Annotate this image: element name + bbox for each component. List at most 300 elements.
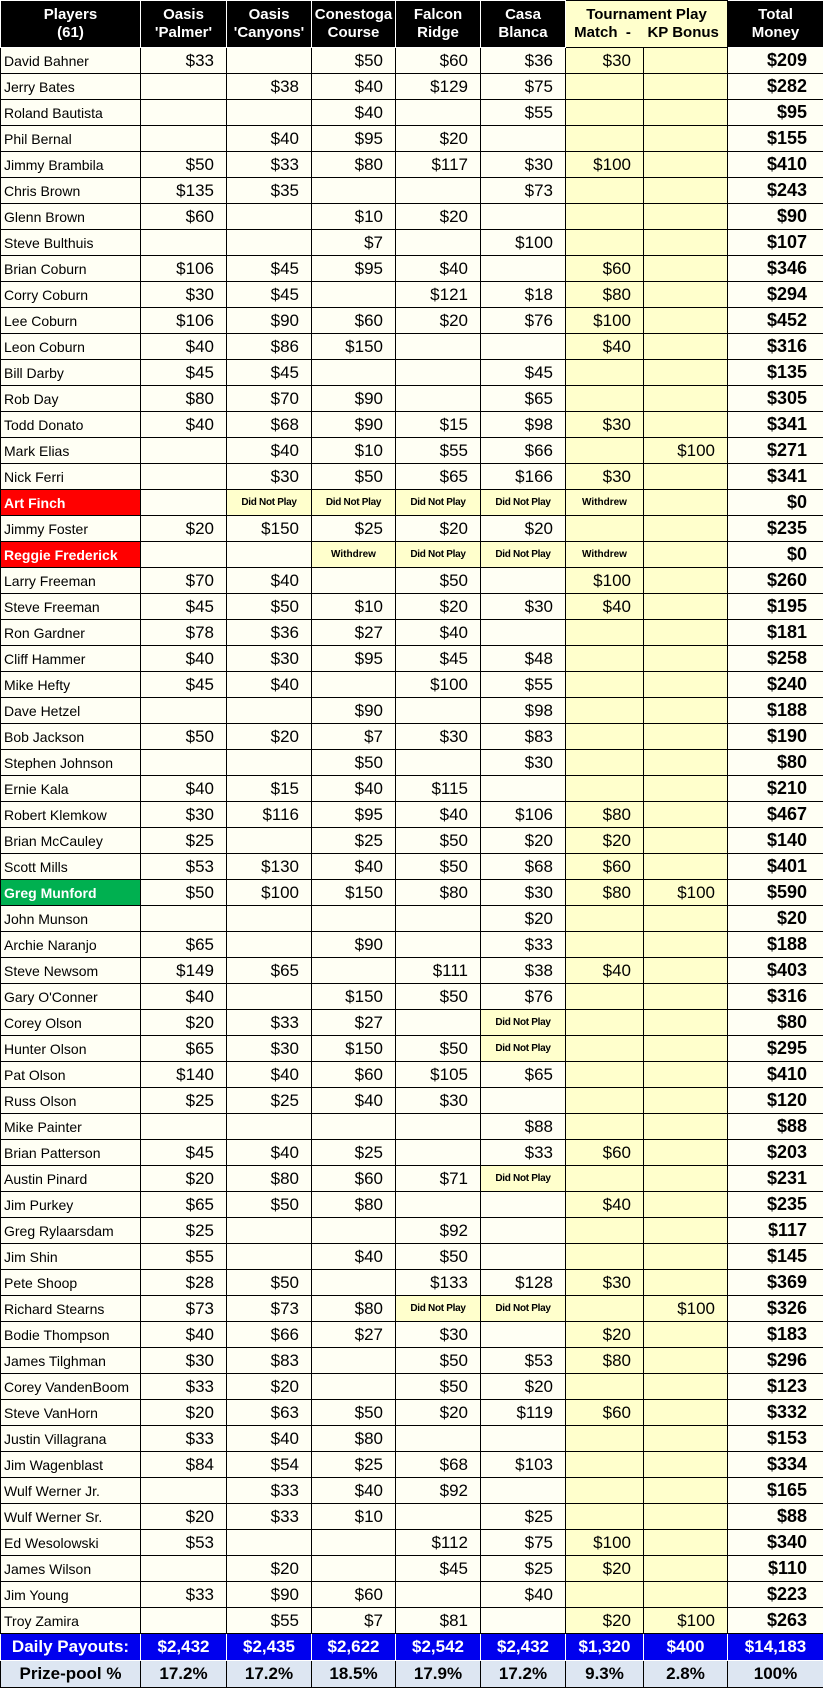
header-row: [1, 1, 823, 48]
amount-cell: [396, 1582, 481, 1608]
amount-cell: $27: [312, 620, 396, 646]
player-name: Pat Olson: [1, 1062, 141, 1088]
footer-cell: 17.2%: [481, 1661, 566, 1688]
amount-cell: [141, 906, 227, 932]
total-cell: $181: [728, 620, 823, 646]
amount-cell: [566, 230, 644, 256]
amount-cell: $40: [481, 1582, 566, 1608]
amount-cell: $100: [644, 1296, 728, 1322]
table-row: [1, 1374, 823, 1400]
amount-cell: [481, 256, 566, 282]
amount-cell: [644, 672, 728, 698]
player-name: Wulf Werner Sr.: [1, 1504, 141, 1530]
player-name: Ernie Kala: [1, 776, 141, 802]
amount-cell: [644, 360, 728, 386]
footer-cell: $2,435: [227, 1634, 312, 1661]
total-cell: $0: [728, 542, 823, 568]
player-rows: [1, 48, 823, 1634]
amount-cell: $50: [396, 568, 481, 594]
total-cell: $0: [728, 490, 823, 516]
amount-cell: [141, 542, 227, 568]
header-falcon-ridge: Falcon Ridge: [396, 1, 481, 48]
amount-cell: $70: [227, 386, 312, 412]
amount-cell: [396, 1140, 481, 1166]
total-cell: $296: [728, 1348, 823, 1374]
player-name: Ed Wesolowski: [1, 1530, 141, 1556]
amount-cell: [481, 126, 566, 152]
amount-cell: $129: [396, 74, 481, 100]
total-cell: $188: [728, 698, 823, 724]
amount-cell: Did Not Play: [396, 542, 481, 568]
amount-cell: $10: [312, 1504, 396, 1530]
amount-cell: $20: [227, 1556, 312, 1582]
player-name: Jerry Bates: [1, 74, 141, 100]
player-name: Bodie Thompson: [1, 1322, 141, 1348]
player-name: David Bahner: [1, 48, 141, 74]
amount-cell: $20: [481, 516, 566, 542]
amount-cell: $80: [566, 1348, 644, 1374]
amount-cell: $55: [227, 1608, 312, 1634]
table-row: [1, 412, 823, 438]
amount-cell: $55: [141, 1244, 227, 1270]
amount-cell: $65: [481, 386, 566, 412]
amount-cell: $80: [566, 802, 644, 828]
amount-cell: $100: [644, 880, 728, 906]
amount-cell: [396, 230, 481, 256]
amount-cell: [481, 568, 566, 594]
amount-cell: [644, 308, 728, 334]
player-name: James Wilson: [1, 1556, 141, 1582]
amount-cell: $30: [481, 152, 566, 178]
amount-cell: $53: [481, 1348, 566, 1374]
total-cell: $155: [728, 126, 823, 152]
amount-cell: $10: [312, 438, 396, 464]
amount-cell: $45: [227, 360, 312, 386]
amount-cell: $33: [141, 1426, 227, 1452]
amount-cell: $50: [396, 1348, 481, 1374]
total-cell: $203: [728, 1140, 823, 1166]
table-row: [1, 74, 823, 100]
player-name: Steve Freeman: [1, 594, 141, 620]
amount-cell: [227, 828, 312, 854]
amount-cell: $65: [141, 1192, 227, 1218]
amount-cell: $100: [644, 438, 728, 464]
amount-cell: [644, 724, 728, 750]
amount-cell: [644, 802, 728, 828]
amount-cell: Did Not Play: [481, 1296, 566, 1322]
amount-cell: $90: [312, 386, 396, 412]
amount-cell: $50: [227, 594, 312, 620]
amount-cell: [312, 1556, 396, 1582]
table-row: [1, 100, 823, 126]
amount-cell: $63: [227, 1400, 312, 1426]
amount-cell: [566, 646, 644, 672]
player-name: Phil Bernal: [1, 126, 141, 152]
amount-cell: [644, 958, 728, 984]
amount-cell: [566, 906, 644, 932]
total-cell: $316: [728, 334, 823, 360]
total-cell: $295: [728, 1036, 823, 1062]
amount-cell: $55: [396, 438, 481, 464]
amount-cell: $50: [312, 48, 396, 74]
total-cell: $135: [728, 360, 823, 386]
total-cell: $80: [728, 750, 823, 776]
amount-cell: $68: [396, 1452, 481, 1478]
table-row: [1, 750, 823, 776]
amount-cell: [644, 204, 728, 230]
amount-cell: $33: [141, 1374, 227, 1400]
table-row: [1, 1140, 823, 1166]
amount-cell: $53: [141, 1530, 227, 1556]
amount-cell: $166: [481, 464, 566, 490]
amount-cell: [481, 1608, 566, 1634]
amount-cell: $50: [396, 1244, 481, 1270]
amount-cell: [644, 932, 728, 958]
amount-cell: $25: [141, 1218, 227, 1244]
amount-cell: $100: [566, 308, 644, 334]
total-cell: $263: [728, 1608, 823, 1634]
amount-cell: $90: [227, 308, 312, 334]
total-cell: $188: [728, 932, 823, 958]
amount-cell: $20: [141, 1166, 227, 1192]
amount-cell: $40: [312, 1478, 396, 1504]
amount-cell: $50: [396, 854, 481, 880]
amount-cell: $45: [141, 360, 227, 386]
amount-cell: $100: [644, 1608, 728, 1634]
total-cell: $183: [728, 1322, 823, 1348]
amount-cell: $90: [227, 1582, 312, 1608]
amount-cell: $40: [227, 1062, 312, 1088]
amount-cell: $80: [312, 1192, 396, 1218]
amount-cell: [644, 1504, 728, 1530]
amount-cell: [566, 360, 644, 386]
amount-cell: [396, 100, 481, 126]
amount-cell: $80: [396, 880, 481, 906]
amount-cell: $60: [566, 1140, 644, 1166]
amount-cell: $25: [141, 828, 227, 854]
amount-cell: Withdrew: [566, 542, 644, 568]
amount-cell: $33: [227, 1010, 312, 1036]
amount-cell: $30: [227, 646, 312, 672]
amount-cell: $20: [141, 1400, 227, 1426]
amount-cell: [566, 126, 644, 152]
total-cell: $452: [728, 308, 823, 334]
amount-cell: Withdrew: [312, 542, 396, 568]
amount-cell: $40: [312, 100, 396, 126]
amount-cell: [644, 1192, 728, 1218]
amount-cell: $7: [312, 724, 396, 750]
amount-cell: [312, 1270, 396, 1296]
amount-cell: [644, 750, 728, 776]
amount-cell: [644, 594, 728, 620]
table-row: [1, 1114, 823, 1140]
footer-cell: 17.2%: [227, 1661, 312, 1688]
amount-cell: $95: [312, 126, 396, 152]
table-row: [1, 308, 823, 334]
amount-cell: $30: [481, 880, 566, 906]
total-cell: $340: [728, 1530, 823, 1556]
amount-cell: $60: [312, 308, 396, 334]
amount-cell: [644, 1244, 728, 1270]
amount-cell: [644, 1426, 728, 1452]
amount-cell: [227, 230, 312, 256]
table-row: [1, 646, 823, 672]
amount-cell: $25: [227, 1088, 312, 1114]
player-name: Mike Hefty: [1, 672, 141, 698]
amount-cell: Withdrew: [566, 490, 644, 516]
player-name: James Tilghman: [1, 1348, 141, 1374]
amount-cell: $98: [481, 698, 566, 724]
amount-cell: $50: [141, 724, 227, 750]
amount-cell: $7: [312, 230, 396, 256]
player-name: Brian Patterson: [1, 1140, 141, 1166]
amount-cell: [312, 178, 396, 204]
table-row: [1, 1400, 823, 1426]
amount-cell: Did Not Play: [312, 490, 396, 516]
table-row: [1, 1192, 823, 1218]
amount-cell: [566, 1478, 644, 1504]
amount-cell: $40: [396, 802, 481, 828]
amount-cell: $36: [227, 620, 312, 646]
total-cell: $231: [728, 1166, 823, 1192]
amount-cell: [396, 698, 481, 724]
amount-cell: $66: [481, 438, 566, 464]
amount-cell: [312, 568, 396, 594]
amount-cell: $20: [141, 1010, 227, 1036]
amount-cell: [644, 984, 728, 1010]
amount-cell: [644, 646, 728, 672]
amount-cell: [481, 204, 566, 230]
amount-cell: [566, 620, 644, 646]
amount-cell: [566, 1426, 644, 1452]
total-cell: $294: [728, 282, 823, 308]
amount-cell: $65: [141, 932, 227, 958]
amount-cell: $50: [312, 464, 396, 490]
amount-cell: $38: [227, 74, 312, 100]
total-cell: $195: [728, 594, 823, 620]
amount-cell: $20: [227, 724, 312, 750]
player-name: Todd Donato: [1, 412, 141, 438]
amount-cell: $140: [141, 1062, 227, 1088]
player-name: Robert Klemkow: [1, 802, 141, 828]
amount-cell: $65: [227, 958, 312, 984]
amount-cell: $117: [396, 152, 481, 178]
amount-cell: $27: [312, 1322, 396, 1348]
player-name: Art Finch: [1, 490, 141, 516]
table-row: [1, 464, 823, 490]
amount-cell: $10: [312, 594, 396, 620]
player-name: Reggie Frederick: [1, 542, 141, 568]
amount-cell: [481, 1478, 566, 1504]
total-cell: $369: [728, 1270, 823, 1296]
player-name: Jimmy Foster: [1, 516, 141, 542]
total-cell: $410: [728, 1062, 823, 1088]
amount-cell: [396, 906, 481, 932]
amount-cell: $78: [141, 620, 227, 646]
daily-payouts-label: Daily Payouts:: [1, 1634, 141, 1661]
player-name: Stephen Johnson: [1, 750, 141, 776]
table-row: [1, 1426, 823, 1452]
total-cell: $590: [728, 880, 823, 906]
amount-cell: $100: [227, 880, 312, 906]
amount-cell: [312, 958, 396, 984]
amount-cell: $40: [141, 984, 227, 1010]
table-row: [1, 1348, 823, 1374]
total-cell: $20: [728, 906, 823, 932]
amount-cell: [644, 854, 728, 880]
amount-cell: $10: [312, 204, 396, 230]
header-total-money: Total Money: [728, 1, 823, 48]
amount-cell: $50: [141, 880, 227, 906]
amount-cell: $25: [312, 1452, 396, 1478]
amount-cell: $40: [396, 620, 481, 646]
header-players: Players (61): [1, 1, 141, 48]
amount-cell: $30: [481, 750, 566, 776]
amount-cell: [227, 906, 312, 932]
amount-cell: [141, 1114, 227, 1140]
total-cell: $190: [728, 724, 823, 750]
amount-cell: [566, 1296, 644, 1322]
total-cell: $165: [728, 1478, 823, 1504]
total-cell: $95: [728, 100, 823, 126]
table-row: [1, 594, 823, 620]
amount-cell: $121: [396, 282, 481, 308]
amount-cell: $20: [566, 1556, 644, 1582]
amount-cell: [644, 1088, 728, 1114]
amount-cell: [481, 776, 566, 802]
player-name: Mark Elias: [1, 438, 141, 464]
table-row: [1, 126, 823, 152]
amount-cell: [566, 750, 644, 776]
amount-cell: [227, 984, 312, 1010]
amount-cell: $45: [481, 360, 566, 386]
table-row: [1, 178, 823, 204]
amount-cell: $95: [312, 802, 396, 828]
amount-cell: [566, 776, 644, 802]
amount-cell: $150: [312, 334, 396, 360]
amount-cell: $45: [227, 282, 312, 308]
amount-cell: [566, 1036, 644, 1062]
player-name: Brian McCauley: [1, 828, 141, 854]
amount-cell: $45: [141, 594, 227, 620]
footer-cell: $2,432: [141, 1634, 227, 1661]
amount-cell: [644, 776, 728, 802]
amount-cell: [644, 1478, 728, 1504]
amount-cell: $30: [481, 594, 566, 620]
amount-cell: $40: [312, 1088, 396, 1114]
table-row: [1, 1582, 823, 1608]
total-cell: $346: [728, 256, 823, 282]
amount-cell: $40: [227, 672, 312, 698]
player-name: Pete Shoop: [1, 1270, 141, 1296]
amount-cell: [141, 698, 227, 724]
footer-cell: 17.9%: [396, 1661, 481, 1688]
daily-payouts-row: [1, 1634, 823, 1661]
table-row: [1, 1556, 823, 1582]
amount-cell: $25: [481, 1504, 566, 1530]
amount-cell: $45: [396, 1556, 481, 1582]
amount-cell: $65: [481, 1062, 566, 1088]
header-conestoga: Conestoga Course: [312, 1, 396, 48]
amount-cell: [312, 1114, 396, 1140]
amount-cell: $45: [396, 646, 481, 672]
amount-cell: [566, 386, 644, 412]
amount-cell: $60: [141, 204, 227, 230]
amount-cell: $15: [396, 412, 481, 438]
amount-cell: [227, 204, 312, 230]
amount-cell: [644, 126, 728, 152]
amount-cell: [644, 1348, 728, 1374]
amount-cell: Did Not Play: [396, 490, 481, 516]
player-name: John Munson: [1, 906, 141, 932]
amount-cell: $30: [566, 464, 644, 490]
amount-cell: [312, 1530, 396, 1556]
amount-cell: [481, 1192, 566, 1218]
total-cell: $341: [728, 464, 823, 490]
amount-cell: $38: [481, 958, 566, 984]
amount-cell: $33: [141, 1582, 227, 1608]
amount-cell: $33: [481, 932, 566, 958]
footer-cell: 18.5%: [312, 1661, 396, 1688]
amount-cell: $40: [141, 412, 227, 438]
amount-cell: [396, 1426, 481, 1452]
player-name: Troy Zamira: [1, 1608, 141, 1634]
amount-cell: [566, 724, 644, 750]
amount-cell: [644, 1452, 728, 1478]
amount-cell: $53: [141, 854, 227, 880]
total-cell: $316: [728, 984, 823, 1010]
amount-cell: $66: [227, 1322, 312, 1348]
amount-cell: $100: [566, 568, 644, 594]
amount-cell: [481, 620, 566, 646]
amount-cell: $100: [396, 672, 481, 698]
amount-cell: $60: [566, 854, 644, 880]
footer-cell: $2,432: [481, 1634, 566, 1661]
amount-cell: $84: [141, 1452, 227, 1478]
amount-cell: $68: [227, 412, 312, 438]
amount-cell: $30: [141, 802, 227, 828]
amount-cell: $50: [396, 828, 481, 854]
amount-cell: $30: [227, 464, 312, 490]
amount-cell: [141, 490, 227, 516]
amount-cell: $45: [227, 256, 312, 282]
amount-cell: $20: [396, 308, 481, 334]
player-name: Jimmy Brambila: [1, 152, 141, 178]
player-name: Larry Freeman: [1, 568, 141, 594]
amount-cell: $88: [481, 1114, 566, 1140]
amount-cell: $20: [396, 204, 481, 230]
amount-cell: $65: [396, 464, 481, 490]
table-row: [1, 1322, 823, 1348]
amount-cell: $90: [312, 932, 396, 958]
amount-cell: Did Not Play: [481, 490, 566, 516]
amount-cell: [644, 412, 728, 438]
player-name: Jim Purkey: [1, 1192, 141, 1218]
amount-cell: Did Not Play: [481, 542, 566, 568]
amount-cell: [644, 542, 728, 568]
amount-cell: [566, 1166, 644, 1192]
table-row: [1, 1452, 823, 1478]
total-cell: $410: [728, 152, 823, 178]
amount-cell: $45: [141, 672, 227, 698]
amount-cell: [566, 1062, 644, 1088]
table-row: [1, 1218, 823, 1244]
table-row: [1, 386, 823, 412]
amount-cell: [312, 282, 396, 308]
amount-cell: $60: [312, 1582, 396, 1608]
amount-cell: [141, 1556, 227, 1582]
amount-cell: [644, 256, 728, 282]
